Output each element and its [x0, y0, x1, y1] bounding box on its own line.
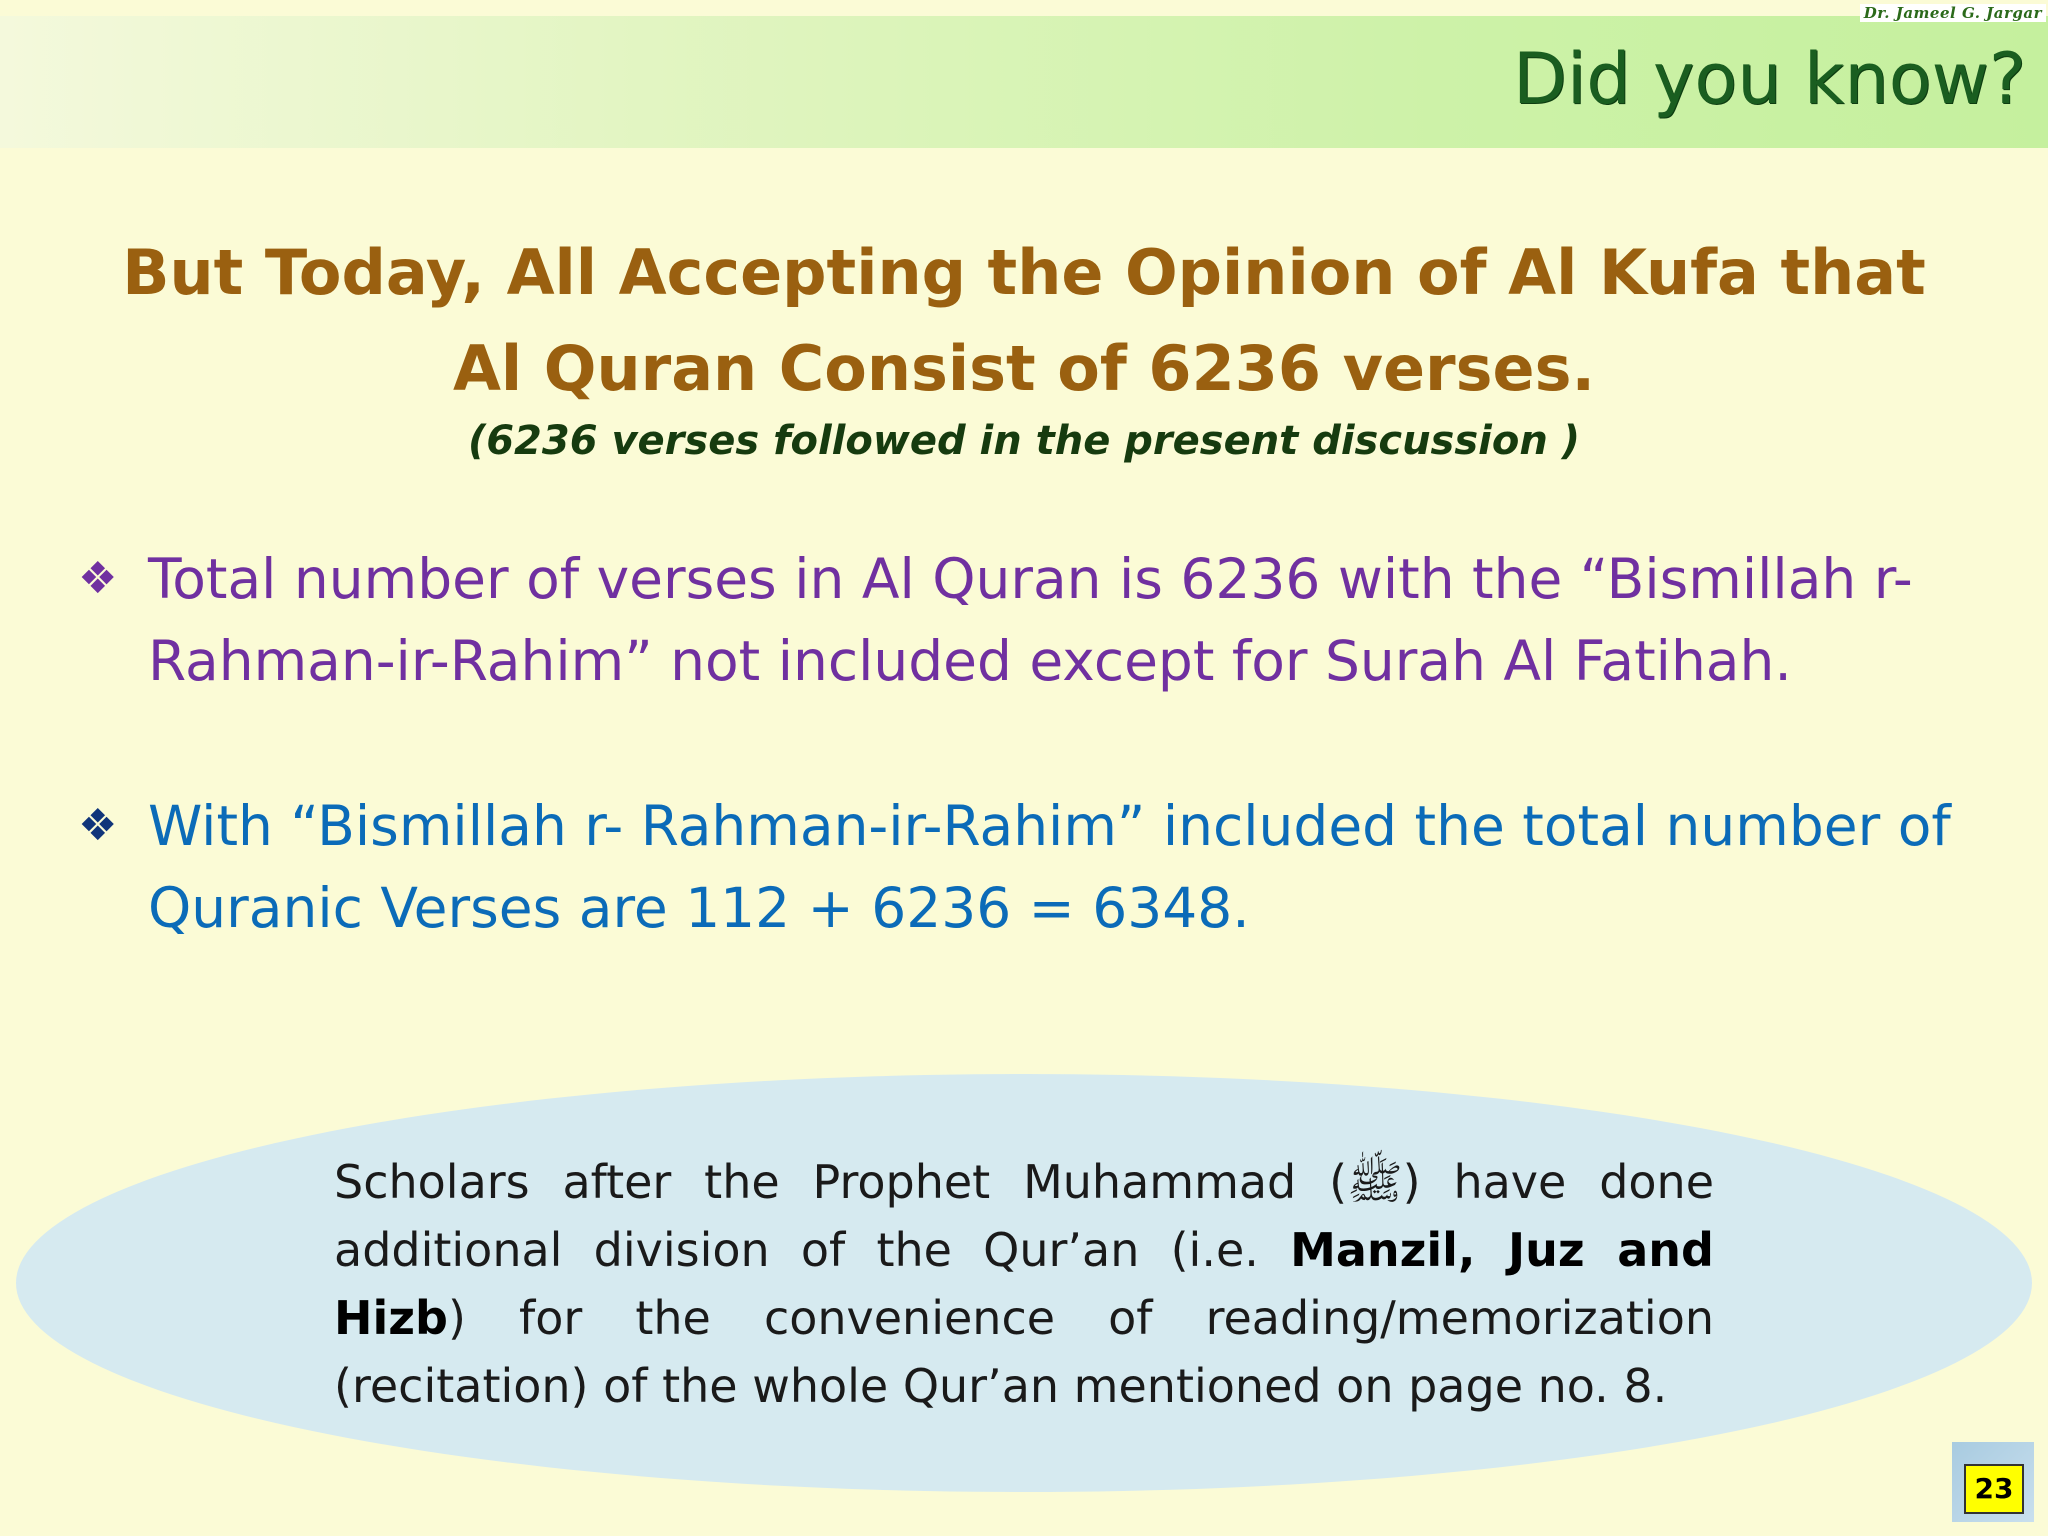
- diamond-bullet-icon: ❖: [78, 800, 118, 851]
- headline-note: (6236 verses followed in the present discussion ): [467, 418, 1581, 464]
- page-number: 23: [1964, 1464, 2024, 1514]
- bullet-text-2: With “Bismillah r- Rahman-ir-Rahim” included the total number of Quranic Verses are 112 + 6236 = 6348.: [148, 794, 1951, 940]
- info-text-part-2: ) for the convenience of reading/memorization (recitation) of the whole Qur’an mentioned on page no. 8.: [334, 1291, 1714, 1413]
- bullet-item-2: [78, 785, 1958, 949]
- headline: [0, 225, 2048, 417]
- slide-title: Did you know?: [1512, 38, 2026, 120]
- author-credit: Dr. Jameel G. Jargar: [1860, 4, 2046, 22]
- bullet-item-1: [78, 538, 1958, 702]
- info-text-bold: Manzil, Juz and Hizb: [334, 1223, 1714, 1345]
- bullet-text-1: Total number of verses in Al Quran is 6236 with the “Bismillah r- Rahman-ir-Rahim” not included except for Surah Al Fatihah.: [148, 547, 1913, 693]
- info-text-part-1: Scholars after the Prophet Muhammad (ﷺ) have done additional division of the Qur’an (i.e.: [334, 1155, 1714, 1277]
- diamond-bullet-icon: ❖: [78, 553, 118, 604]
- headline-line-1: But Today, All Accepting the Opinion of Al Kufa that: [122, 236, 1926, 309]
- info-paragraph: [334, 1148, 1714, 1420]
- headline-line-2: Al Quran Consist of 6236 verses.: [452, 332, 1596, 405]
